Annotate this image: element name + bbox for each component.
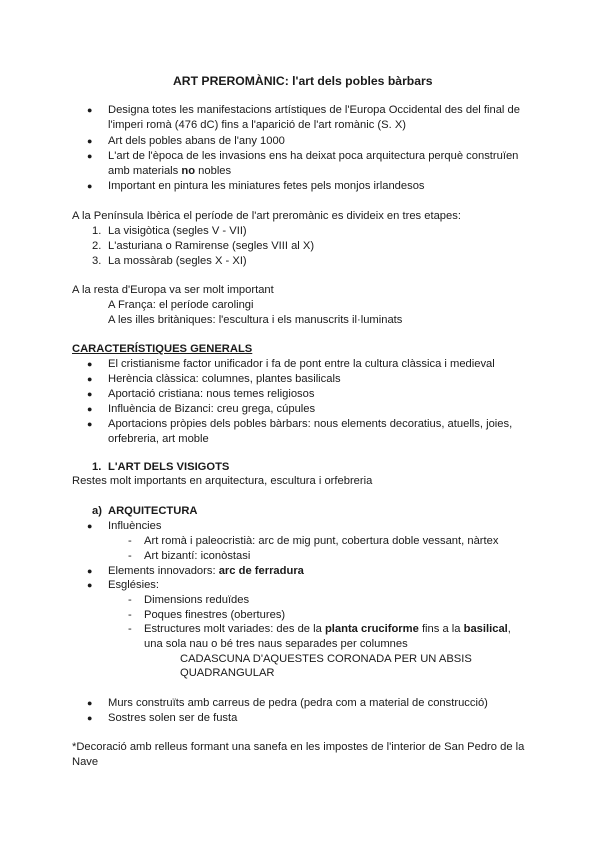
dash-icon: -: [128, 550, 132, 562]
list-item-continuation: amb materials no nobles: [108, 165, 232, 177]
subsection-heading: ARQUITECTURA: [108, 505, 198, 517]
list-item: Art dels pobles abans de l'any 1000: [108, 135, 285, 147]
subsection-label: a): [92, 505, 102, 517]
stage-item: La visigòtica (segles V - VII): [108, 225, 247, 237]
list-item: Esglésies:: [108, 579, 159, 591]
peninsula-intro: A la Península Ibèrica el període de l'art preromànic es divideix en tres etapes:: [72, 210, 461, 222]
dash-icon: -: [128, 623, 132, 635]
stage-item: La mossàrab (segles X - XI): [108, 255, 247, 267]
bullet-icon: ●: [87, 580, 93, 590]
footnote: *Decoració amb relleus formant una sanefa en les impostes de l'interior de San Pedro de la: [72, 741, 525, 753]
sub-list-item: Art bizantí: iconòstasi: [144, 550, 251, 562]
bullet-icon: ●: [87, 713, 93, 723]
list-item: L'art de l'època de les invasions ens ha deixat poca arquitectura perquè construïen: [108, 150, 519, 162]
bullet-icon: ●: [87, 105, 93, 115]
bullet-icon: ●: [87, 419, 93, 429]
bullet-icon: ●: [87, 359, 93, 369]
list-item: Elements innovadors: arc de ferradura: [108, 565, 304, 577]
bullet-icon: ●: [87, 404, 93, 414]
europe-line: A les illes britàniques: l'escultura i els manuscrits il·luminats: [108, 314, 403, 326]
stage-item: L'asturiana o Ramirense (segles VIII al X): [108, 240, 315, 252]
sub-list-item: Poques finestres (obertures): [144, 609, 286, 621]
section-intro: Restes molt importants en arquitectura, escultura i orfebreria: [72, 475, 373, 487]
list-item: Aportacions pròpies dels pobles bàrbars: nous elements decoratius, atuells, joies,: [108, 418, 513, 430]
list-item: Aportació cristiana: nous temes religiosos: [108, 388, 315, 400]
list-item: El cristianisme factor unificador i fa de pont entre la cultura clàssica i medieval: [108, 358, 495, 370]
bullet-icon: ●: [87, 181, 93, 191]
emphasis-no: no: [181, 165, 196, 177]
stage-number: 3.: [92, 255, 102, 267]
caps-note: CADASCUNA D'AQUESTES CORONADA PER UN ABSIS: [180, 653, 472, 665]
bullet-icon: ●: [87, 566, 93, 576]
list-item-continuation: l'imperi romà (476 dC) fins a l'aparició de l'art romànic (S. X): [108, 119, 407, 131]
emphasis-basilical: basilical: [463, 623, 508, 635]
dash-icon: -: [128, 535, 132, 547]
page-title: ART PREROMÀNIC: l'art dels pobles bàrbars: [173, 74, 433, 88]
dash-icon: -: [128, 609, 132, 621]
bullet-icon: ●: [87, 374, 93, 384]
bullet-icon: ●: [87, 698, 93, 708]
general-heading: CARACTERÍSTIQUES GENERALS: [72, 343, 253, 355]
emphasis-cruciforme: planta cruciforme: [324, 623, 419, 635]
sub-list-item: Art romà i paleocristià: arc de mig punt, cobertura doble vessant, nàrtex: [144, 535, 499, 547]
bullet-icon: ●: [87, 521, 93, 531]
bullet-icon: ●: [87, 389, 93, 399]
caps-note: QUADRANGULAR: [180, 667, 275, 679]
list-item: Murs construïts amb carreus de pedra (pedra com a material de construcció): [108, 697, 488, 709]
sub-list-item-continuation: una sola nau o bé tres naus separades per columnes: [144, 638, 408, 650]
section-number: 1.: [92, 461, 102, 473]
dash-icon: -: [128, 594, 132, 606]
sub-list-item: Estructures molt variades: des de la planta cruciforme fins a la basilical,: [144, 623, 511, 635]
list-item: Important en pintura les miniatures fetes pels monjos irlandesos: [108, 180, 425, 192]
stage-number: 1.: [92, 225, 102, 237]
bullet-icon: ●: [87, 136, 93, 146]
section-heading: L'ART DELS VISIGOTS: [108, 461, 230, 473]
footnote-continuation: Nave: [72, 756, 99, 768]
list-item-continuation: orfebreria, art moble: [108, 433, 209, 445]
list-item: Sostres solen ser de fusta: [108, 712, 238, 724]
europe-intro: A la resta d'Europa va ser molt important: [72, 284, 274, 296]
list-item: Designa totes les manifestacions artístiques de l'Europa Occidental des del final de: [108, 104, 520, 116]
europe-line: A França: el període carolingi: [108, 299, 254, 311]
stage-number: 2.: [92, 240, 102, 252]
sub-list-item: Dimensions reduïdes: [144, 594, 250, 606]
list-item: Herència clàssica: columnes, plantes basilicals: [108, 373, 341, 385]
emphasis-arc: arc de ferradura: [218, 565, 304, 577]
list-item: Influència de Bizanci: creu grega, cúpules: [108, 403, 316, 415]
bullet-icon: ●: [87, 151, 93, 161]
list-item: Influències: [108, 520, 162, 532]
